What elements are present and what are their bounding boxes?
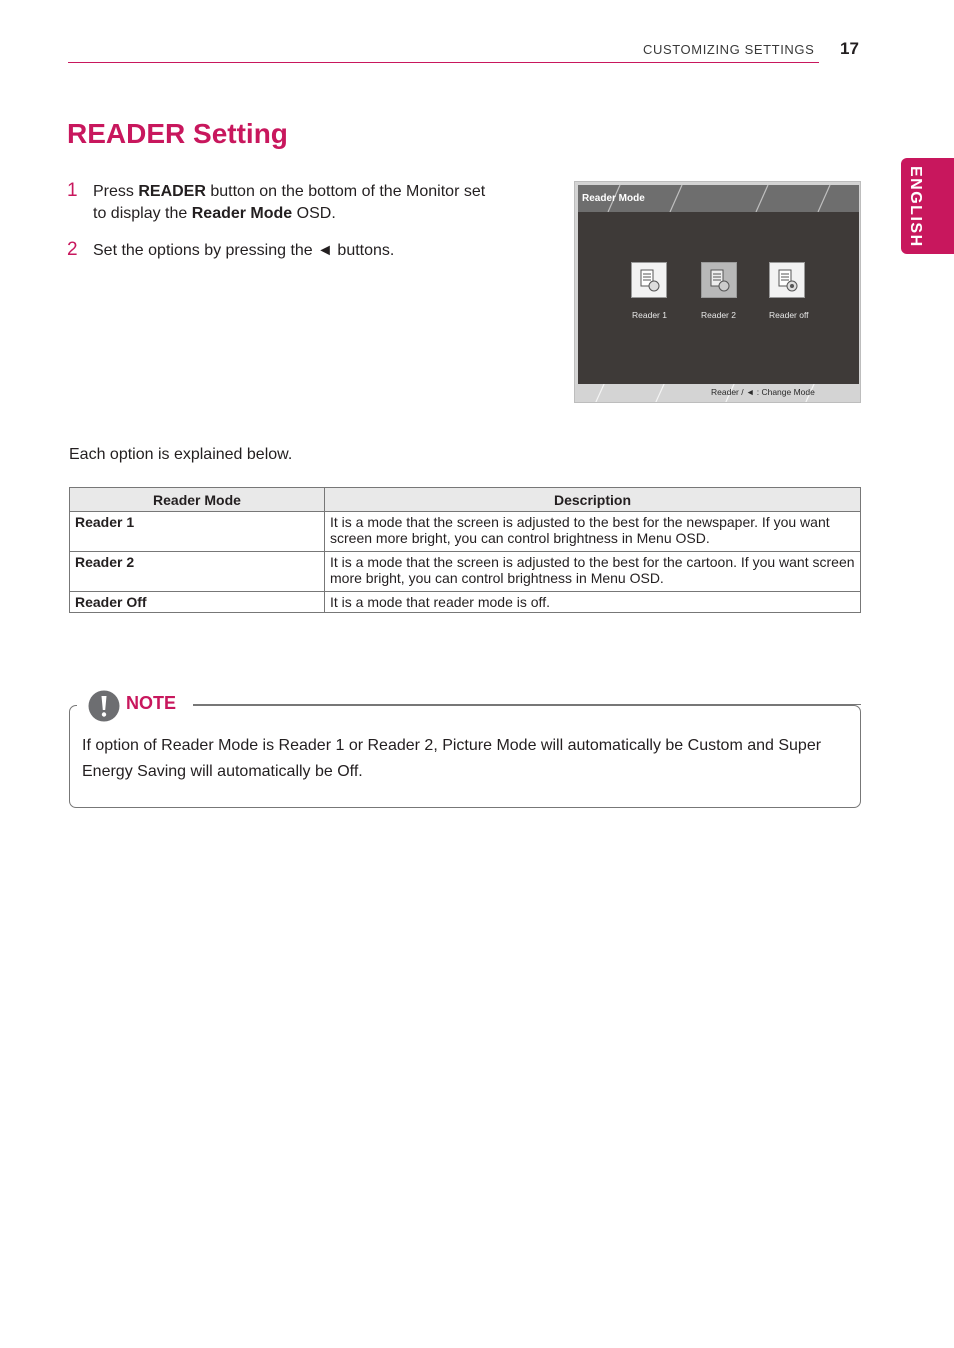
osd-panel bbox=[578, 212, 859, 384]
step-1-text-post: OSD. bbox=[292, 205, 336, 222]
step-2 bbox=[67, 240, 497, 262]
table-cell-description: It is a mode that the screen is adjusted to the best for the cartoon. If you want screen more bright, you can control brightness in Menu OSD. bbox=[325, 552, 861, 592]
step-1-reader-mode-keyword: Reader Mode bbox=[191, 205, 293, 222]
table-cell-description: It is a mode that the screen is adjusted to the best for the newspaper. If you want screen more bright, you can control brightness in Menu OSD. bbox=[325, 512, 861, 552]
page-title: READER Setting bbox=[67, 118, 288, 149]
document-icon bbox=[639, 269, 661, 293]
document-off-icon bbox=[777, 269, 799, 293]
exclamation-icon bbox=[88, 690, 120, 722]
step-1-number: 1 bbox=[67, 180, 78, 201]
table-cell-mode: Reader Off bbox=[70, 592, 325, 613]
osd-reader1-label: Reader 1 bbox=[632, 310, 667, 320]
osd-footer-hint: Reader / ◄ : Change Mode bbox=[711, 387, 815, 397]
table-cell-mode: Reader 1 bbox=[70, 512, 325, 552]
step-2-number: 2 bbox=[67, 239, 78, 260]
table-cell-description: It is a mode that reader mode is off. bbox=[325, 592, 861, 613]
document-icon bbox=[709, 269, 731, 293]
osd-reader2-label: Reader 2 bbox=[701, 310, 736, 320]
page-number: 17 bbox=[840, 39, 859, 58]
header-section-title: CUSTOMIZING SETTINGS bbox=[643, 42, 815, 57]
table-header-row bbox=[70, 488, 861, 512]
osd-reader-off-label: Reader off bbox=[769, 310, 809, 320]
intro-text: Each option is explained below. bbox=[69, 446, 293, 463]
table-cell-mode: Reader 2 bbox=[70, 552, 325, 592]
table-header-description: Description bbox=[325, 488, 861, 512]
step-1-text-pre: Press bbox=[93, 183, 139, 200]
step-1-text-mid: button on the bottom of the Monitor set to display the bbox=[93, 183, 486, 222]
osd-title: Reader Mode bbox=[582, 193, 645, 204]
language-tab bbox=[901, 158, 954, 254]
table-row bbox=[70, 552, 861, 592]
steps-list bbox=[67, 181, 497, 277]
language-tab-label: ENGLISH bbox=[907, 166, 924, 248]
osd-reader1-button[interactable] bbox=[631, 262, 667, 298]
table-header-mode: Reader Mode bbox=[70, 488, 325, 512]
table-row bbox=[70, 592, 861, 613]
reader-mode-table bbox=[69, 487, 861, 613]
step-2-text: Set the options by pressing the ◄ buttons. bbox=[93, 242, 395, 259]
table-row bbox=[70, 512, 861, 552]
osd-reader2-button[interactable] bbox=[701, 262, 737, 298]
note-label: NOTE bbox=[126, 693, 177, 713]
osd-screenshot bbox=[574, 181, 861, 403]
note-header-line bbox=[193, 704, 861, 705]
osd-titlebar bbox=[578, 185, 859, 212]
note-text: If option of Reader Mode is Reader 1 or Reader 2, Picture Mode will automatically be Custom and Super Energy Saving will automatically be Off. bbox=[82, 737, 822, 780]
step-1-reader-keyword: READER bbox=[138, 183, 206, 200]
step-1 bbox=[67, 181, 497, 225]
osd-reader-off-button[interactable] bbox=[769, 262, 805, 298]
header-divider bbox=[68, 62, 819, 63]
